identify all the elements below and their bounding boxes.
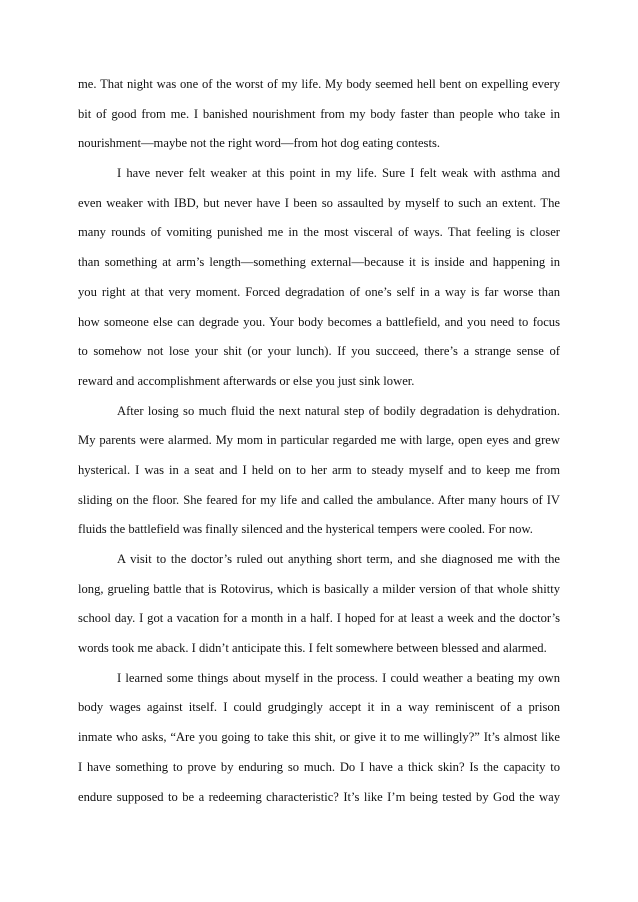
- text-line: sliding on the floor. She feared for my life and called the ambulance. After many hours of IV: [78, 492, 560, 507]
- text-line: inmate who asks, “Are you going to take this shit, or give it to me willingly?” It’s almost like: [78, 730, 560, 745]
- text-line: I have never felt weaker at this point in my life. Sure I felt weak with asthma and: [117, 166, 560, 181]
- text-line: endure supposed to be a redeeming characteristic? It’s like I’m being tested by God the way: [78, 789, 560, 804]
- text-line: school day. I got a vacation for a month in a half. I hoped for at least a week and the doctor’s: [78, 611, 560, 626]
- text-line: you right at that very moment. Forced degradation of one’s self in a way is far worse than: [78, 284, 560, 299]
- text-line: reward and accomplishment afterwards or else you just sink lower.: [78, 373, 415, 388]
- text-line: body wages against itself. I could grudgingly accept it in a way reminiscent of a prison: [78, 700, 560, 715]
- text-line: many rounds of vomiting punished me in the most visceral of ways. That feeling is closer: [78, 225, 560, 240]
- text-line: My parents were alarmed. My mom in particular regarded me with large, open eyes and grew: [78, 433, 560, 448]
- text-line: than something at arm’s length—something external—because it is inside and happening in: [78, 255, 560, 270]
- text-line: bit of good from me. I banished nourishment from my body faster than people who take in: [78, 106, 560, 121]
- text-line: to somehow not lose your shit (or your lunch). If you succeed, there’s a strange sense of: [78, 344, 560, 359]
- body-text: [78, 70, 560, 812]
- text-line: After losing so much fluid the next natural step of bodily degradation is dehydration.: [117, 403, 560, 418]
- text-line: words took me aback. I didn’t anticipate this. I felt somewhere between blessed and alarmed.: [78, 641, 547, 656]
- text-line: I learned some things about myself in the process. I could weather a beating my own: [117, 670, 560, 685]
- text-line: A visit to the doctor’s ruled out anything short term, and she diagnosed me with the: [117, 552, 560, 566]
- text-line: even weaker with IBD, but never have I been so assaulted by myself to such an extent. The: [78, 195, 560, 210]
- text-line: long, grueling battle that is Rotovirus, which is basically a milder version of that whole shitty: [78, 581, 560, 596]
- text-line: me. That night was one of the worst of my life. My body seemed hell bent on expelling every: [78, 77, 560, 91]
- text-line: fluids the battlefield was finally silenced and the hysterical tempers were cooled. For now.: [78, 522, 533, 537]
- text-line: nourishment—maybe not the right word—from hot dog eating contests.: [78, 136, 441, 151]
- text-line: I have something to prove by enduring so much. Do I have a thick skin? Is the capacity to: [78, 759, 560, 774]
- text-line: how someone else can degrade you. Your body becomes a battlefield, and you need to focus: [78, 314, 560, 329]
- text-line: hysterical. I was in a seat and I held on to her arm to steady myself and to keep me from: [78, 462, 560, 477]
